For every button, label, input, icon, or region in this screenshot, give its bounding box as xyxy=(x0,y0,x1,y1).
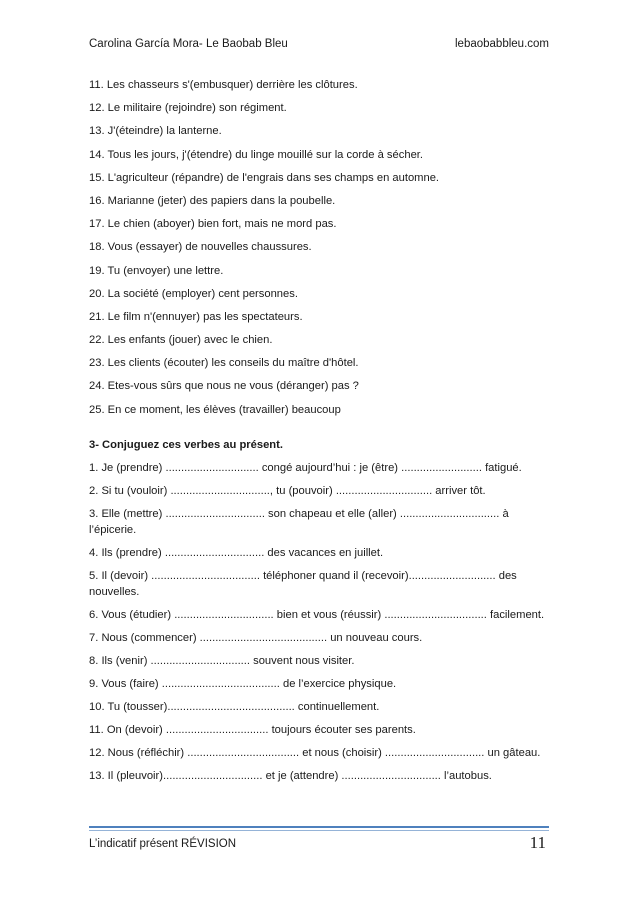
exercise-item: 25. En ce moment, les élèves (travailler) beaucoup xyxy=(89,403,341,416)
exercise-item: 16. Marianne (jeter) des papiers dans la poubelle. xyxy=(89,194,336,207)
exercise-item: 20. La société (employer) cent personnes. xyxy=(89,287,298,300)
exercise-2-list xyxy=(89,77,559,425)
exercise-item: 21. Le film n'(ennuyer) pas les spectateurs. xyxy=(89,310,303,323)
page-content xyxy=(89,77,559,791)
exercise-item: 12. Nous (réfléchir) .................................... et nous (choisir) ................................ un gâteau. xyxy=(89,746,541,759)
exercise-item: 2. Si tu (vouloir) ................................, tu (pouvoir) ............................... arriver tôt. xyxy=(89,484,486,497)
exercise-item: 9. Vous (faire) ...................................... de l’exercice physique. xyxy=(89,677,397,690)
exercise-item: 8. Ils (venir) ................................ souvent nous visiter. xyxy=(89,654,355,667)
exercise-item: 24. Etes-vous sûrs que nous ne vous (déranger) pas ? xyxy=(89,380,359,393)
exercise-item: 22. Les enfants (jouer) avec le chien. xyxy=(89,334,273,347)
exercise-item: 19. Tu (envoyer) une lettre. xyxy=(89,264,224,277)
footer-divider-thin xyxy=(89,830,549,831)
exercise-item: 13. Il (pleuvoir)................................ et je (attendre) ................................ l’autobus. xyxy=(89,769,492,782)
exercise-item: 17. Le chien (aboyer) bien fort, mais ne mord pas. xyxy=(89,218,337,231)
exercise-item: 7. Nous (commencer) ......................................... un nouveau cours. xyxy=(89,631,423,644)
exercise-item: 10. Tu (tousser)......................................... continuellement. xyxy=(89,700,380,713)
exercise-3-list xyxy=(89,460,559,784)
exercise-item: 11. On (devoir) ................................. toujours écouter ses parents. xyxy=(89,723,416,736)
section-spacer xyxy=(89,425,559,437)
exercise-item: 3. Elle (mettre) ................................ son chapeau et elle (aller) ................................ à l’épicerie. xyxy=(89,507,509,536)
exercise-3-heading: 3- Conjuguez ces verbes au présent. xyxy=(89,438,283,451)
header-site: lebaobabbleu.com xyxy=(455,38,549,50)
page-number: 11 xyxy=(529,833,546,852)
exercise-item: 5. Il (devoir) ................................... téléphoner quand il (recevoir)............................ des nouvelles. xyxy=(89,569,517,598)
exercise-item: 4. Ils (prendre) ................................ des vacances en juillet. xyxy=(89,546,384,559)
footer-divider xyxy=(89,826,549,828)
exercise-item: 23. Les clients (écouter) les conseils du maître d'hôtel. xyxy=(89,357,359,370)
header-author: Carolina García Mora- Le Baobab Bleu xyxy=(89,38,288,50)
exercise-item: 11. Les chasseurs s'(embusquer) derrière les clôtures. xyxy=(89,79,358,91)
exercise-item: 1. Je (prendre) .............................. congé aujourd’hui : je (être) .......................... fatigué. xyxy=(89,461,522,474)
exercise-item: 14. Tous les jours, j'(étendre) du linge mouillé sur la corde à sécher. xyxy=(89,148,424,161)
exercise-item: 18. Vous (essayer) de nouvelles chaussures. xyxy=(89,241,312,254)
footer-title: L’indicatif présent RÉVISION xyxy=(89,838,237,850)
exercise-item: 12. Le militaire (rejoindre) son régiment. xyxy=(89,102,287,115)
exercise-item: 13. J'(éteindre) la lanterne. xyxy=(89,125,222,138)
exercise-item: 15. L'agriculteur (répandre) de l'engrais dans ses champs en automne. xyxy=(89,171,440,184)
page-header xyxy=(89,38,549,54)
exercise-item: 6. Vous (étudier) ................................ bien et vous (réussir) ................................. facilement. xyxy=(89,608,545,621)
